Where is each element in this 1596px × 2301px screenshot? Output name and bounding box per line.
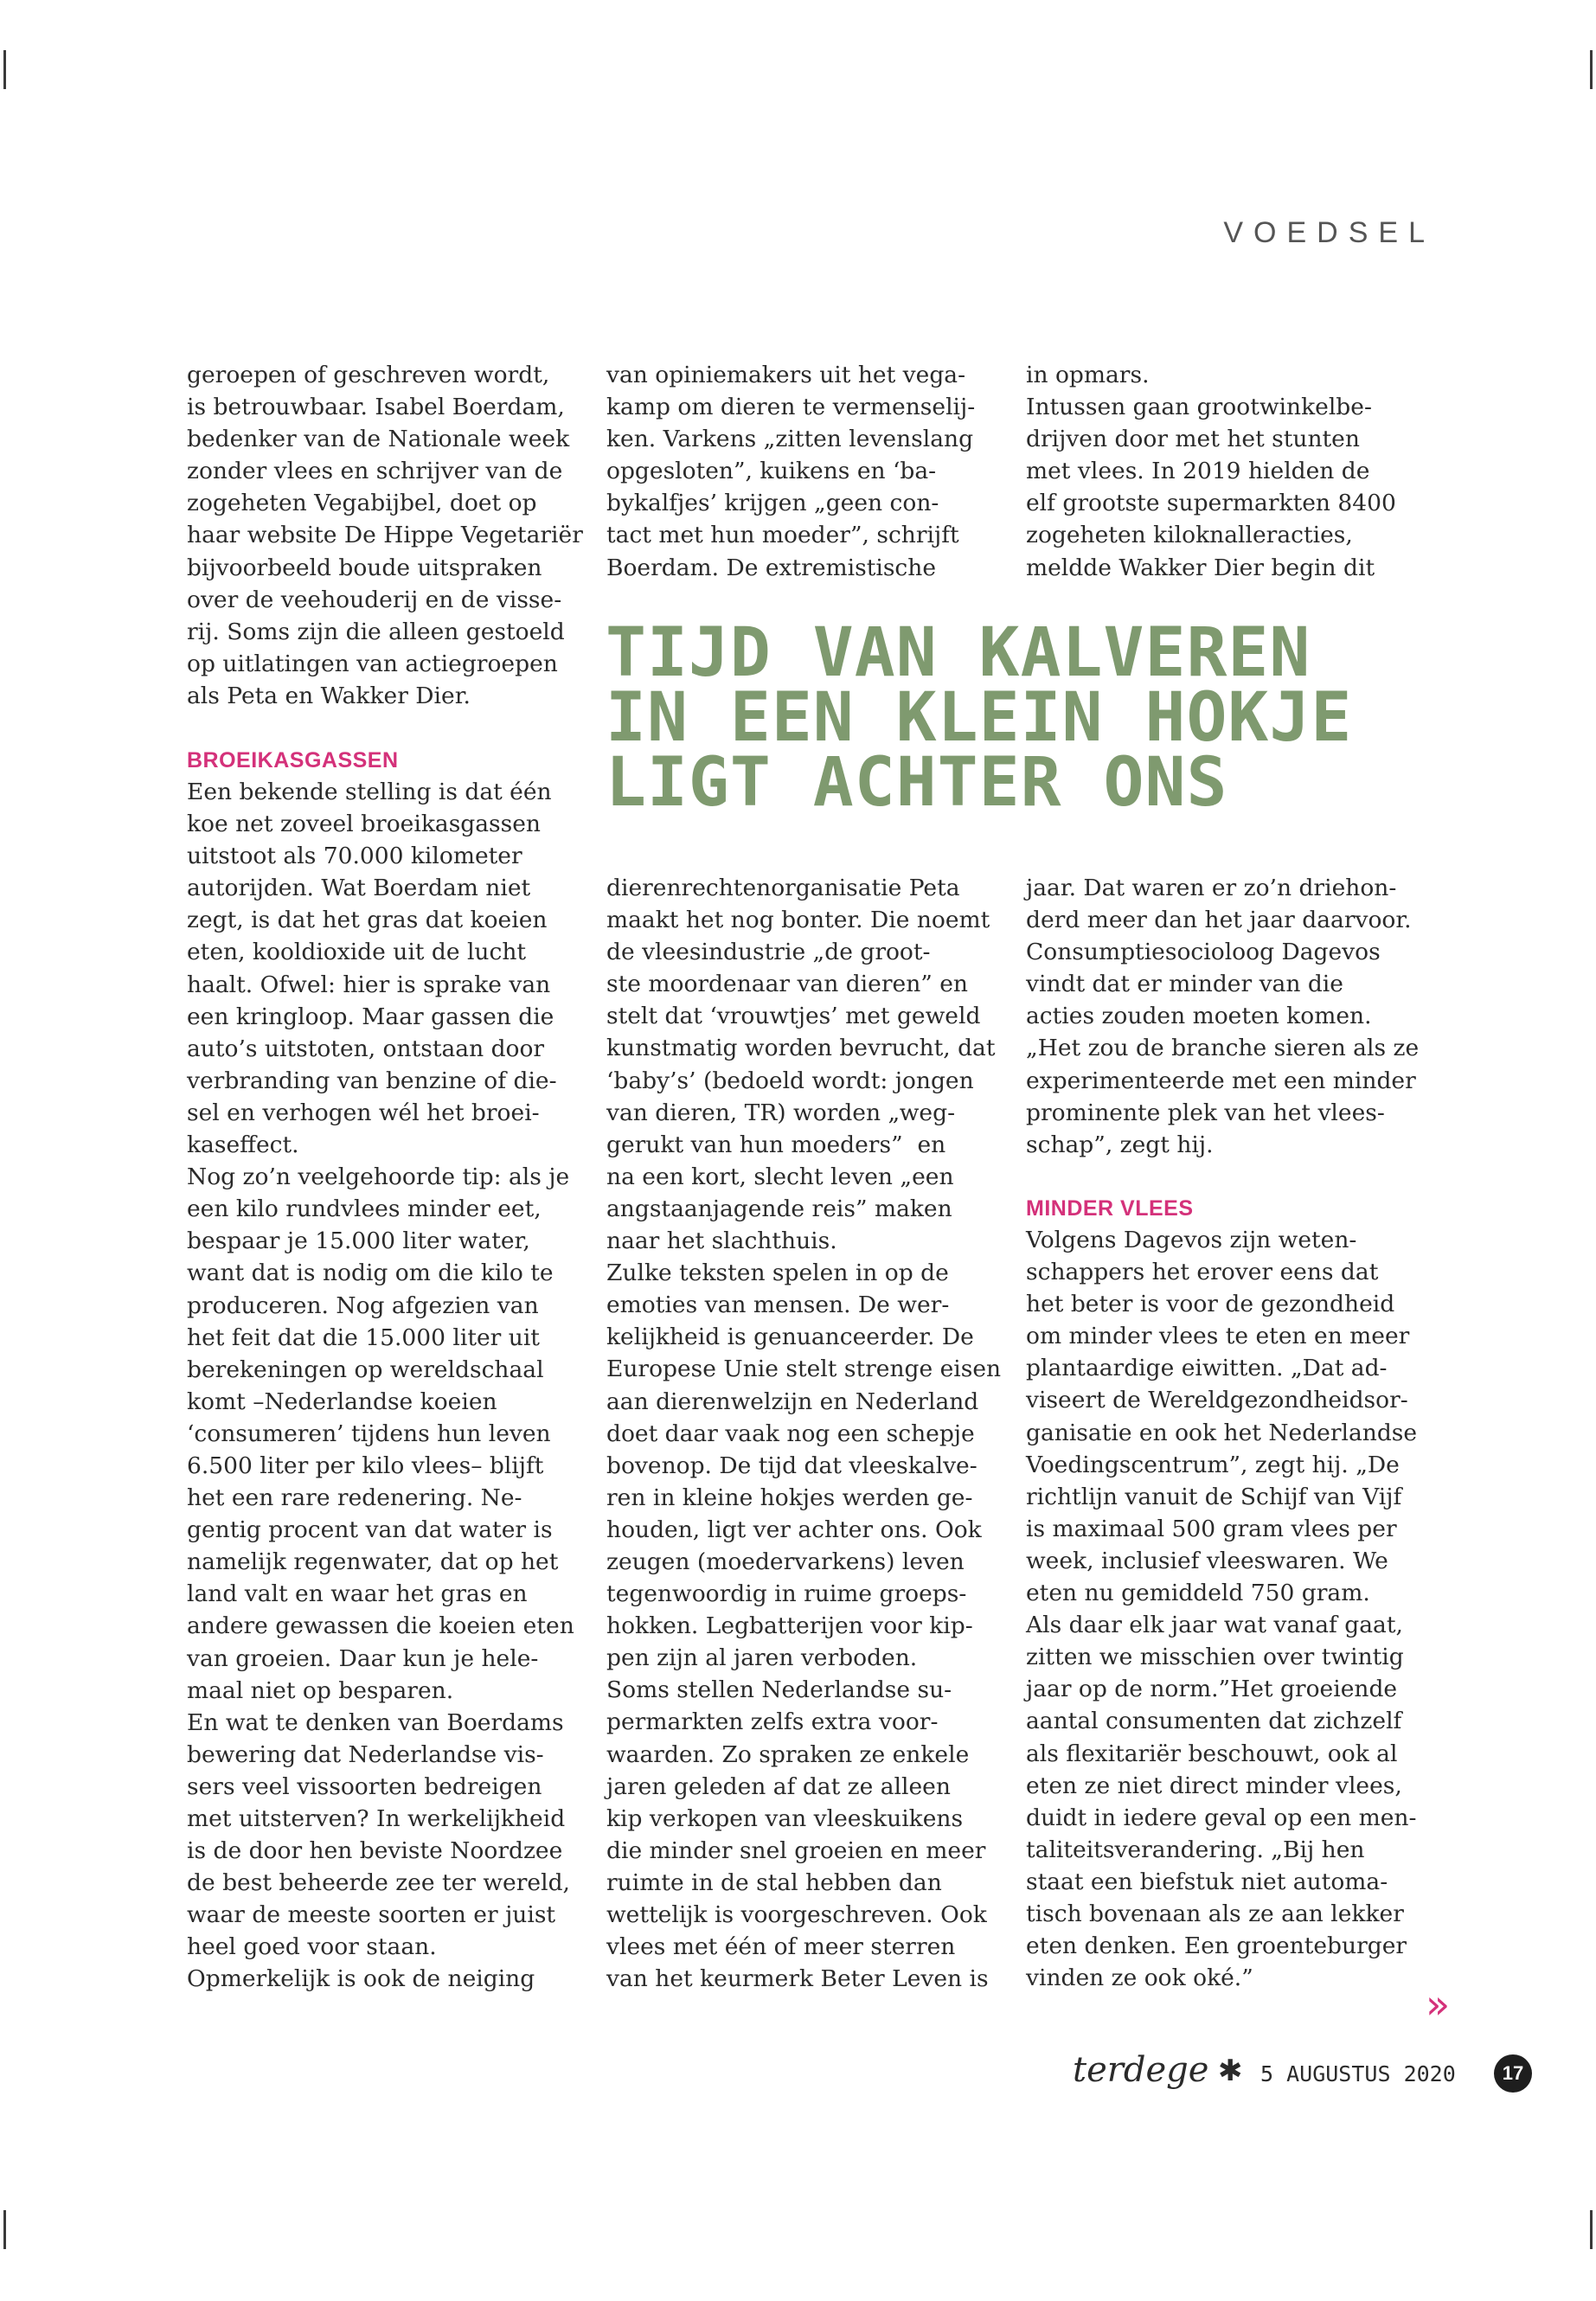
section-label: VOEDSEL — [1223, 216, 1435, 249]
crop-mark-top-right — [1590, 50, 1593, 89]
page-number: 17 — [1494, 2054, 1532, 2093]
pull-quote: TIJD VAN KALVEREN IN EEN KLEIN HOKJE LIGT ACHTER ONS — [606, 614, 1353, 822]
heading-broeikasgassen: BROEIKASGASSEN — [187, 748, 399, 772]
crop-mark-top-left — [3, 50, 6, 89]
column3-paragraph-1: in opmars. Intussen gaan grootwinkelbe- drijven door met het stunten met vlees. In 2019 hielden de elf grootste supermarkten 8400 zogeheten kiloknalleracties, meldde Wakker Dier begin dit — [1026, 362, 1396, 581]
magazine-logo: terdege — [1073, 2050, 1209, 2090]
column2-paragraph-1: van opiniemakers uit het vega- kamp om dieren te vermenselij- ken. Varkens „zitten levenslang opgesloten”, kuikens en ‘ba- bykalfjes’ krijgen „geen con- tact met hun moeder”, schrijft Boerdam. De extremistische — [606, 362, 976, 581]
column1-paragraph-2: Een bekende stelling is dat één koe net zoveel broeikasgassen uitstoot als 70.000 kilometer autorijden. Wat Boerdam niet zegt, is dat het gras dat koeien eten, kooldioxide uit de lucht haalt. Ofwel: hier is sprake van een kringloop. Maar gassen die auto’s uitstoten, ontstaan door verbranding van benzine of die- sel en verhogen wél het broei- kaseffect. Nog zo’n veelgehoorde tip: als je een kilo rundvlees minder eet, bespaar je 15.000 liter water, want dat is nodig om die kilo te produceren. Nog afgezien van het feit dat die 15.000 liter uit berekeningen op wereldschaal komt –Nederlandse koeien ‘consumeren’ tijdens hun leven 6.500 liter per kilo vlees– blijft het een rare redenering. Ne- gentig procent van dat water is namelijk regenwater, dat op het land valt en waar het gras en andere gewassen die koeien eten van groeien. Daar kun je hele- maal niet op besparen. En wat te denken van Boerdams bewering dat Nederlandse vis- sers veel vissoorten bedreigen met uitsterven? In werkelijkheid is de door hen beviste Noordzee de best beheerde zee ter wereld, waar de meeste soorten er juist heel goed voor staan. Opmerkelijk is ook de neiging — [187, 779, 574, 1993]
heading-minder-vlees: MINDER VLEES — [1026, 1196, 1194, 1221]
asterisk-icon: ✱ — [1218, 2054, 1243, 2088]
column3-paragraph-3: Volgens Dagevos zijn weten- schappers het erover eens dat het beter is voor de gezondheid om minder vlees te eten en meer plantaardige eiwitten. „Dat ad- viseert de Wereldgezondheidsor- ganisatie en ook het Nederlandse Voedingscentrum”, zegt hij. „De richtlijn vanuit de Schijf van Vijf is maximaal 500 gram vlees per week, inclusief vleeswaren. We eten nu gemiddeld 750 gram. Als daar elk jaar wat vanaf gaat, zitten we misschien over twintig jaar op de norm.”Het groeiende aantal consumenten dat zichzelf als flexitariër beschouwt, ook al eten ze niet direct minder vlees, duidt in iedere geval op een men- taliteitsverandering. „Bij hen staat een biefstuk niet automa- tisch bovenaan als ze aan lekker eten denken. Een groenteburger vinden ze ook oké.” — [1026, 1227, 1418, 1992]
column2-paragraph-2: dierenrechtenorganisatie Peta maakt het nog bonter. Die noemt de vleesindustrie „de groot- ste moordenaar van dieren” en stelt dat ‘vrouwtjes’ met geweld kunstmatig worden bevrucht, dat ‘baby’s’ (bedoeld wordt: jongen van dieren, TR) worden „weg- gerukt van hun moeders” en na een kort, slecht leven „een angstaanjagende reis” maken naar het slachthuis. Zulke teksten spelen in op de emoties van mensen. De wer- kelijkheid is genuanceerder. De Europese Unie stelt strenge eisen aan dierenwelzijn en Nederland doet daar vaak nog een schepje bovenop. De tijd dat vleeskalve- ren in kleine hokjes werden ge- houden, ligt ver achter ons. Ook zeugen (moedervarkens) leven tegenwoordig in ruime groeps- hokken. Legbatterijen voor kip- pen zijn al jaren verboden. Soms stellen Nederlandse su- permarkten zelfs extra voor- waarden. Zo spraken ze enkele jaren geleden af dat ze alleen kip verkopen van vleeskuikens die minder snel groeien en meer ruimte in de stal hebben dan wettelijk is voorgeschreven. Ook vlees met één of meer sterren van het keurmerk Beter Leven is — [606, 875, 1002, 1993]
crop-mark-bottom-left — [3, 2210, 6, 2249]
column3-paragraph-2: jaar. Dat waren er zo’n driehon- derd meer dan het jaar daarvoor. Consumptiesocioloog Dagevos vindt dat er minder van die acties zouden moeten komen. „Het zou de branche sieren als ze experimenteerde met een minder prominente plek van het vlees- schap”, zegt hij. — [1026, 875, 1420, 1158]
continue-arrow-icon: » — [1426, 1981, 1451, 2028]
issue-date: 5 AUGUSTUS 2020 — [1260, 2061, 1456, 2086]
crop-mark-bottom-right — [1590, 2210, 1593, 2249]
column1-paragraph-1: geroepen of geschreven wordt, is betrouwbaar. Isabel Boerdam, bedenker van de Nationale week zonder vlees en schrijver van de zogeheten Vegabijbel, doet op haar website De Hippe Vegetariër bijvoorbeeld boude uitspraken over de veehouderij en de visse- rij. Soms zijn die alleen gestoeld op uitlatingen van actiegroepen als Peta en Wakker Dier. — [187, 362, 583, 709]
